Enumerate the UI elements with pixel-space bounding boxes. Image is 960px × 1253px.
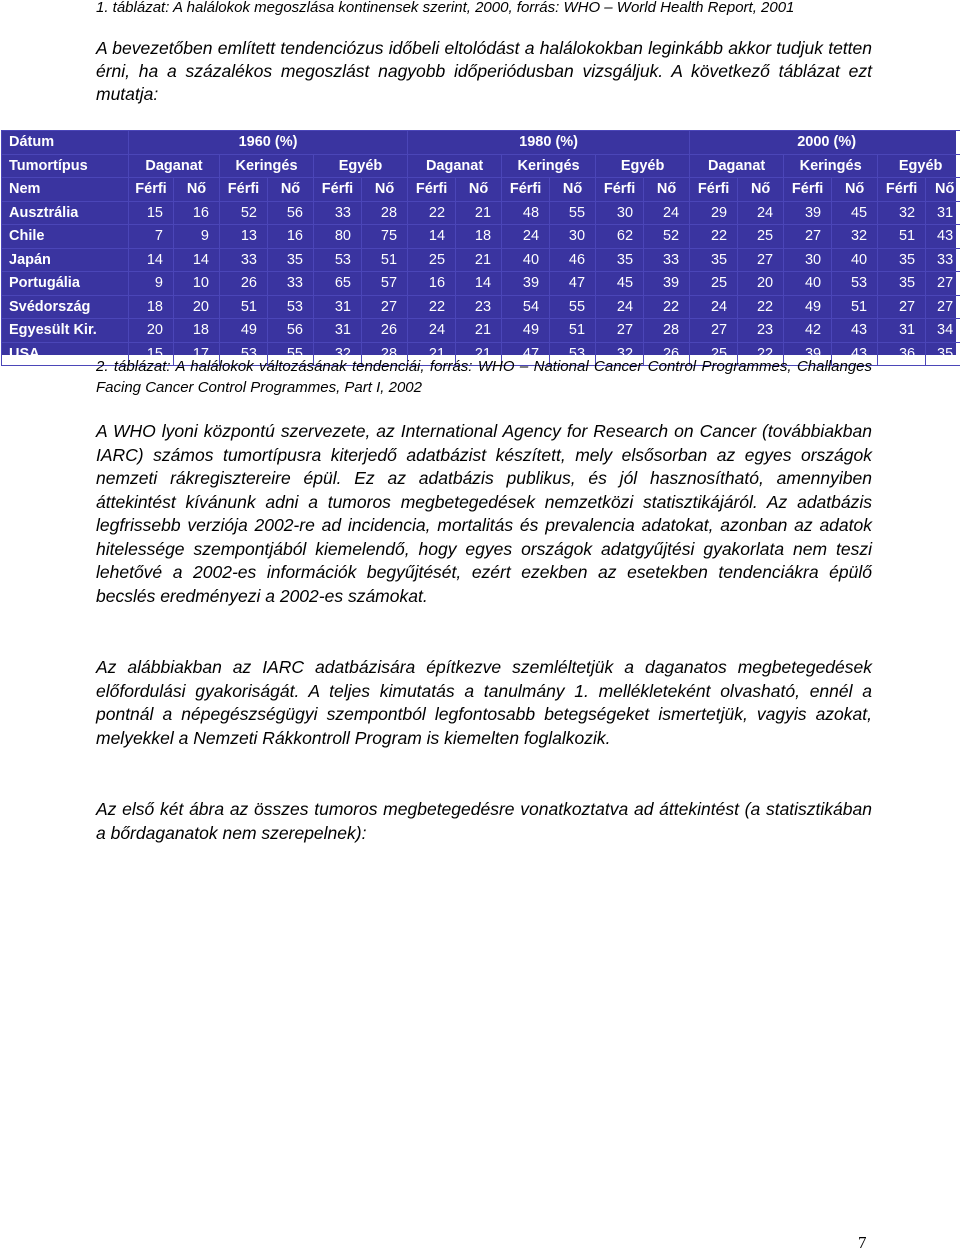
table-cell: 39 xyxy=(644,272,690,296)
table-2-caption: 2. táblázat: A halálokok változásának tendenciái, forrás: WHO – National Cancer Control Programmes, Challanges Facing Cancer Control Programmes, Part I, 2002 xyxy=(96,356,872,398)
paragraph-iarc: A WHO lyoni központú szervezete, az International Agency for Research on Cancer (továbbiakban IARC) számos tumortípusra kiterjedő adatbázist készített, mely elsősorban az egyes országok nemzeti rákregisztereire épül. Ez az adatbázis publikus, és jól hasznosítható, amennyiben áttekintést kívánunk adni a tumoros megbetegedések nemzetközi statisztikájáról. Az adatbázis legfrissebb verziója 2002-re ad incidencia, mortalitás és prevalencia adatokat, azonban az adatok hitelessége szempontjából kiemelendő, hogy egyes országok adatgyűjtési gyakorlata nem teszi lehetővé a 2002-es információk begyűjtését, ezért ezekben az esetekben tendenciákra épülő becslés eredményezi a 2002-es számokat. xyxy=(96,420,872,608)
table-cell: 30 xyxy=(596,201,644,225)
year-1960: 1960 (%) xyxy=(129,131,408,155)
table-cell: 20 xyxy=(738,272,784,296)
table-cell: 22 xyxy=(408,295,456,319)
tumor-type-header: Egyéb xyxy=(878,154,960,178)
table-row xyxy=(2,272,960,296)
table-cell: 53 xyxy=(314,248,362,272)
sex-header: Férfi xyxy=(878,178,926,202)
table-cell: 39 xyxy=(502,272,550,296)
table-cell: 47 xyxy=(550,272,596,296)
table-cell: 35 xyxy=(690,248,738,272)
table-cell: 56 xyxy=(268,201,314,225)
table-cell: 34 xyxy=(926,319,960,343)
table-cell: 28 xyxy=(644,319,690,343)
table-cell: 27 xyxy=(362,295,408,319)
paragraph-figures-intro: Az első két ábra az összes tumoros megbetegedésre vonatkoztatva ad áttekintést (a statisztikában a bőrdaganatok nem szerepelnek): xyxy=(96,798,872,845)
table-cell: 25 xyxy=(690,342,738,366)
table-cell: 40 xyxy=(502,248,550,272)
sex-header: Férfi xyxy=(784,178,832,202)
table-cell: 53 xyxy=(832,272,878,296)
table-cell: 35 xyxy=(268,248,314,272)
table-cell: 33 xyxy=(926,248,960,272)
table-cell: 55 xyxy=(550,295,596,319)
sex-header: Nő xyxy=(832,178,878,202)
table-1-caption: 1. táblázat: A halálokok megoszlása kontinensek szerint, 2000, forrás: WHO – World Health Report, 2001 xyxy=(96,0,872,18)
sex-header: Nő xyxy=(362,178,408,202)
table-cell: 35 xyxy=(878,272,926,296)
table-cell: 49 xyxy=(502,319,550,343)
table-cell: 55 xyxy=(550,201,596,225)
row-label-tumor-type: Tumortípus xyxy=(2,154,129,178)
table-cell: 15 xyxy=(129,201,174,225)
table-cell: 23 xyxy=(456,295,502,319)
mortality-table xyxy=(1,130,956,355)
sex-header: Nő xyxy=(456,178,502,202)
table-cell: 51 xyxy=(220,295,268,319)
table-cell: 29 xyxy=(690,201,738,225)
table-row xyxy=(2,295,960,319)
table-cell: 39 xyxy=(784,201,832,225)
table-cell: 27 xyxy=(596,319,644,343)
tumor-type-header: Daganat xyxy=(408,154,502,178)
table-cell: 18 xyxy=(129,295,174,319)
table-cell: 39 xyxy=(784,342,832,366)
table-cell: 14 xyxy=(129,248,174,272)
table-cell: 25 xyxy=(690,272,738,296)
sex-header: Férfi xyxy=(314,178,362,202)
table-cell: 10 xyxy=(174,272,220,296)
sex-header: Férfi xyxy=(690,178,738,202)
sex-header: Férfi xyxy=(408,178,456,202)
table-cell: 51 xyxy=(362,248,408,272)
table-cell: 75 xyxy=(362,225,408,249)
table-cell: 26 xyxy=(644,342,690,366)
table-cell: 16 xyxy=(174,201,220,225)
table-cell: 48 xyxy=(502,201,550,225)
tumor-type-header: Keringés xyxy=(784,154,878,178)
table-cell: 17 xyxy=(174,342,220,366)
table-cell: 14 xyxy=(408,225,456,249)
table-cell: 32 xyxy=(878,201,926,225)
table-cell: 32 xyxy=(832,225,878,249)
tumor-type-header: Daganat xyxy=(129,154,220,178)
table-cell: 27 xyxy=(784,225,832,249)
table-cell: 49 xyxy=(220,319,268,343)
table-cell: 9 xyxy=(129,272,174,296)
table-cell: 32 xyxy=(596,342,644,366)
tumor-type-header: Egyéb xyxy=(596,154,690,178)
table-cell: 18 xyxy=(456,225,502,249)
table-cell: 65 xyxy=(314,272,362,296)
table-cell: 35 xyxy=(926,342,960,366)
table-cell: 22 xyxy=(644,295,690,319)
country-name: Chile xyxy=(2,225,129,249)
tumor-type-header: Daganat xyxy=(690,154,784,178)
table-cell: 24 xyxy=(502,225,550,249)
table-cell: 20 xyxy=(129,319,174,343)
table-cell: 45 xyxy=(596,272,644,296)
table-cell: 20 xyxy=(174,295,220,319)
country-name: Japán xyxy=(2,248,129,272)
table-cell: 16 xyxy=(268,225,314,249)
table-cell: 27 xyxy=(738,248,784,272)
row-label-date: Dátum xyxy=(2,131,129,155)
table-cell: 51 xyxy=(878,225,926,249)
table-cell: 30 xyxy=(550,225,596,249)
sex-header: Nő xyxy=(738,178,784,202)
table-cell: 14 xyxy=(456,272,502,296)
table-cell: 62 xyxy=(596,225,644,249)
page-number: 7 xyxy=(858,1233,867,1253)
table-cell: 24 xyxy=(738,201,784,225)
table-cell: 14 xyxy=(174,248,220,272)
table-cell: 30 xyxy=(784,248,832,272)
sex-header: Férfi xyxy=(220,178,268,202)
table-cell: 53 xyxy=(550,342,596,366)
table-cell: 45 xyxy=(832,201,878,225)
table-cell: 9 xyxy=(174,225,220,249)
header-row-sex xyxy=(2,178,960,202)
table-cell: 51 xyxy=(832,295,878,319)
table-cell: 26 xyxy=(220,272,268,296)
table-cell: 33 xyxy=(314,201,362,225)
table-cell: 15 xyxy=(129,342,174,366)
table-cell: 27 xyxy=(926,272,960,296)
tumor-type-header: Keringés xyxy=(502,154,596,178)
table-cell: 46 xyxy=(550,248,596,272)
header-row-tumor-type xyxy=(2,154,960,178)
table-cell: 27 xyxy=(690,319,738,343)
table-cell: 33 xyxy=(220,248,268,272)
country-name: Svédország xyxy=(2,295,129,319)
table-cell: 27 xyxy=(926,295,960,319)
table-cell: 54 xyxy=(502,295,550,319)
table-cell: 16 xyxy=(408,272,456,296)
table-cell: 28 xyxy=(362,342,408,366)
table-cell: 28 xyxy=(362,201,408,225)
table-cell: 21 xyxy=(456,248,502,272)
sex-header: Nő xyxy=(174,178,220,202)
table-cell: 23 xyxy=(738,319,784,343)
table-cell: 52 xyxy=(220,201,268,225)
table-row xyxy=(2,225,960,249)
sex-header: Férfi xyxy=(596,178,644,202)
table-cell: 43 xyxy=(832,342,878,366)
table-cell: 36 xyxy=(878,342,926,366)
tumor-type-header: Egyéb xyxy=(314,154,408,178)
table-cell: 35 xyxy=(878,248,926,272)
table-cell: 53 xyxy=(220,342,268,366)
table-cell: 33 xyxy=(644,248,690,272)
country-name: Ausztrália xyxy=(2,201,129,225)
table-cell: 24 xyxy=(644,201,690,225)
year-2000: 2000 (%) xyxy=(690,131,960,155)
table-cell: 57 xyxy=(362,272,408,296)
table-cell: 40 xyxy=(784,272,832,296)
table-cell: 56 xyxy=(268,319,314,343)
sex-header: Férfi xyxy=(129,178,174,202)
table-cell: 52 xyxy=(644,225,690,249)
table-cell: 22 xyxy=(690,225,738,249)
tumor-type-header: Keringés xyxy=(220,154,314,178)
table-cell: 43 xyxy=(832,319,878,343)
table-cell: 21 xyxy=(456,319,502,343)
table-cell: 51 xyxy=(550,319,596,343)
intro-paragraph: A bevezetőben említett tendenciózus időbeli eltolódást a halálokokban leginkább akkor tudjuk tetten érni, ha a százalékos megoszlást nagyobb időperiódusban vizsgáljuk. A következő táblázat ezt mutatja: xyxy=(96,37,872,106)
table-cell: 33 xyxy=(268,272,314,296)
table-cell: 80 xyxy=(314,225,362,249)
table-cell: 43 xyxy=(926,225,960,249)
table-cell: 32 xyxy=(314,342,362,366)
sex-header: Nő xyxy=(268,178,314,202)
paragraph-overview: Az alábbiakban az IARC adatbázisára építkezve szemléltetjük a daganatos megbetegedések előfordulási gyakoriságát. A teljes kimutatás a tanulmány 1. mellékleteként olvasható, ennél a pontnál a népegészségügyi szempontból legfontosabb betegségeket ismertetjük, vagyis azokat, melyekkel a Nemzeti Rákkontroll Program is kiemelten foglalkozik. xyxy=(96,656,872,750)
table-cell: 21 xyxy=(408,342,456,366)
table-cell: 31 xyxy=(878,319,926,343)
table-cell: 53 xyxy=(268,295,314,319)
table-cell: 31 xyxy=(314,319,362,343)
sex-header: Nő xyxy=(550,178,596,202)
table-cell: 31 xyxy=(314,295,362,319)
table-cell: 55 xyxy=(268,342,314,366)
table-cell: 22 xyxy=(408,201,456,225)
table-cell: 24 xyxy=(596,295,644,319)
row-label-sex: Nem xyxy=(2,178,129,202)
table-cell: 26 xyxy=(362,319,408,343)
table-cell: 22 xyxy=(738,342,784,366)
country-name: USA xyxy=(2,342,129,366)
table-cell: 25 xyxy=(408,248,456,272)
table-cell: 40 xyxy=(832,248,878,272)
header-row-date xyxy=(2,131,960,155)
table-cell: 7 xyxy=(129,225,174,249)
sex-header: Nő xyxy=(926,178,960,202)
table-cell: 18 xyxy=(174,319,220,343)
table-row xyxy=(2,201,960,225)
table-cell: 21 xyxy=(456,342,502,366)
table-cell: 27 xyxy=(878,295,926,319)
table-row xyxy=(2,248,960,272)
table-cell: 35 xyxy=(596,248,644,272)
table-cell: 24 xyxy=(690,295,738,319)
table-cell: 42 xyxy=(784,319,832,343)
table-cell: 47 xyxy=(502,342,550,366)
sex-header: Férfi xyxy=(502,178,550,202)
country-name: Egyesült Kir. xyxy=(2,319,129,343)
table-row xyxy=(2,319,960,343)
table-cell: 25 xyxy=(738,225,784,249)
table-cell: 13 xyxy=(220,225,268,249)
country-name: Portugália xyxy=(2,272,129,296)
table-cell: 31 xyxy=(926,201,960,225)
table-cell: 49 xyxy=(784,295,832,319)
sex-header: Nő xyxy=(644,178,690,202)
year-1980: 1980 (%) xyxy=(408,131,690,155)
mortality-table-grid xyxy=(1,130,960,366)
table-cell: 21 xyxy=(456,201,502,225)
table-cell: 22 xyxy=(738,295,784,319)
table-cell: 24 xyxy=(408,319,456,343)
